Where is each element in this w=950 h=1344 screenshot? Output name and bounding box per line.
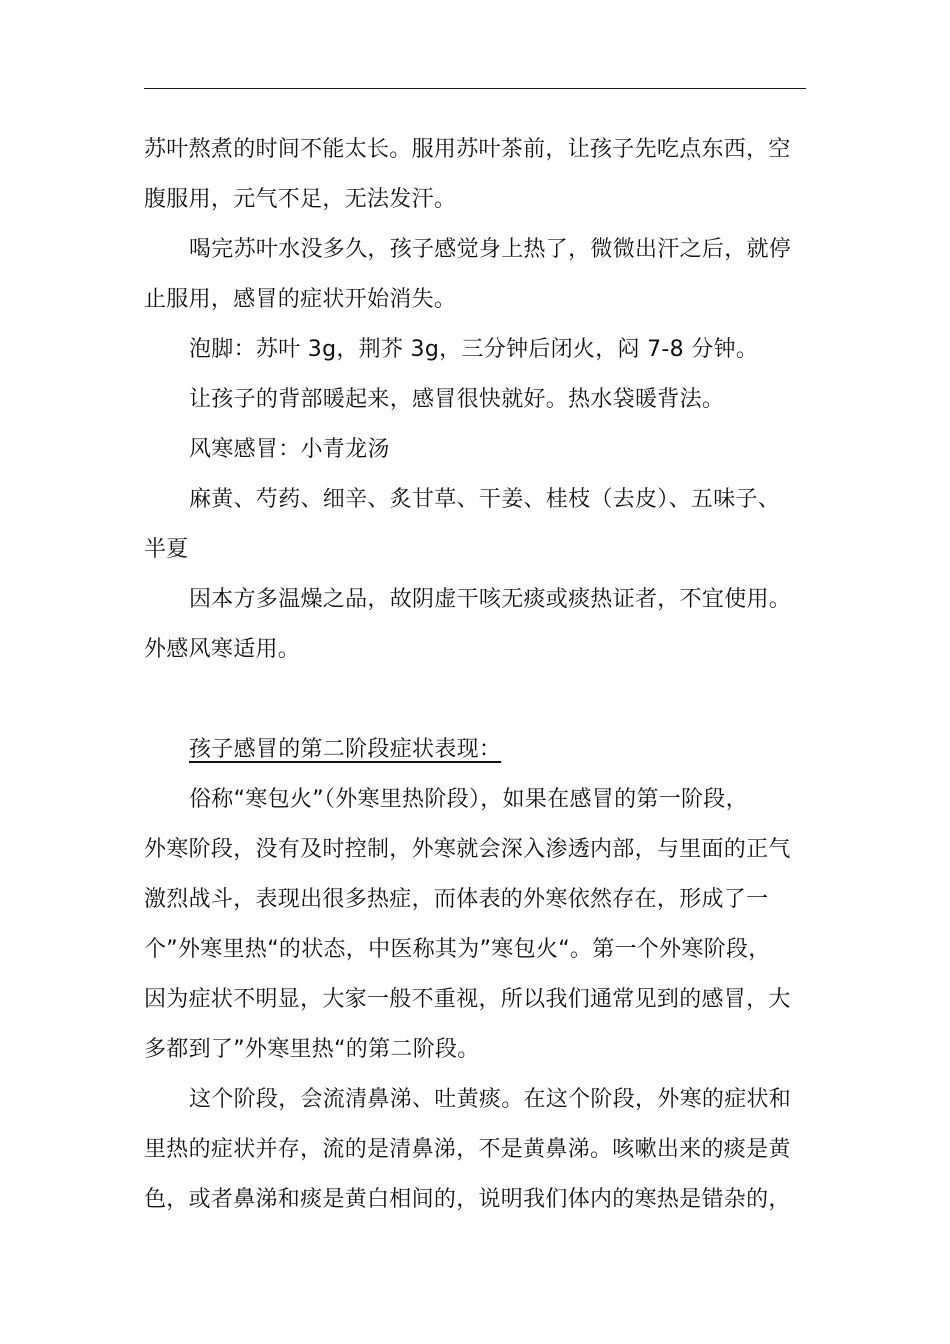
body-line-1: 苏叶熬煮的时间不能太长。服用苏叶茶前，让孩子先吃点东西，空 xyxy=(144,137,791,162)
body-line-2: 腹服用，元气不足，无法发汗。 xyxy=(144,187,457,212)
body-line-18: 多都到了”外寒里热“的第二阶段。 xyxy=(144,1037,480,1062)
body-line-13: 俗称“寒包火”（外寒里热阶段），如果在感冒的第一阶段， xyxy=(189,787,748,812)
body-line-16: 个”外寒里热“的状态，中医称其为”寒包火“。第一个外寒阶段， xyxy=(144,937,771,962)
body-line-14: 外寒阶段，没有及时控制，外寒就会深入渗透内部，与里面的正气 xyxy=(144,837,791,862)
body-line-19: 这个阶段，会流清鼻涕、吐黄痰。在这个阶段，外寒的症状和 xyxy=(189,1087,792,1112)
section-heading: 孩子感冒的第二阶段症状表现： xyxy=(189,737,502,762)
header-rule xyxy=(144,88,806,89)
ingredients-line-2: 半夏 xyxy=(144,537,189,562)
body-line-3: 喝完苏叶水没多久，孩子感觉身上热了，微微出汗之后，就停 xyxy=(189,237,792,262)
footbath-line: 泡脚：苏叶 3g，荆芥 3g，三分钟后闭火，闷 7-8 分钟。 xyxy=(189,337,759,362)
body-line-17: 因为症状不明显，大家一般不重视，所以我们通常见到的感冒，大 xyxy=(144,987,791,1012)
body-line-4: 止服用，感冒的症状开始消失。 xyxy=(144,287,457,312)
prescription-title: 风寒感冒：小青龙汤 xyxy=(189,437,390,462)
body-line-15: 激烈战斗，表现出很多热症，而体表的外寒依然存在，形成了一 xyxy=(144,887,769,912)
body-line-20: 里热的症状并存，流的是清鼻涕，不是黄鼻涕。咳嗽出来的痰是黄 xyxy=(144,1137,791,1162)
caution-line-1: 因本方多温燥之品，故阴虚干咳无痰或痰热证者，不宜使用。 xyxy=(189,587,792,612)
caution-line-2: 外感风寒适用。 xyxy=(144,637,301,662)
ingredients-line-1: 麻黄、芍药、细辛、炙甘草、干姜、桂枝（去皮）、五味子、 xyxy=(189,487,781,512)
body-line-21: 色，或者鼻涕和痰是黄白相间的，说明我们体内的寒热是错杂的， xyxy=(144,1187,791,1212)
warm-back-line: 让孩子的背部暖起来，感冒很快就好。热水袋暖背法。 xyxy=(189,387,725,412)
